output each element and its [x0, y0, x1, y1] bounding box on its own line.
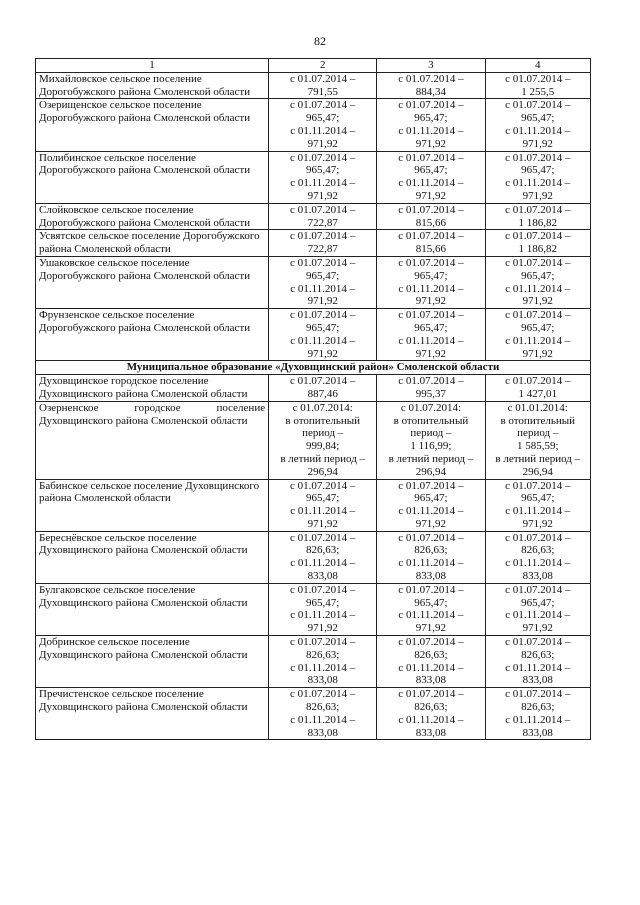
- table-row: [36, 688, 591, 740]
- rate-col-3-cell: с 01.07.2014 – 826,63; с 01.11.2014 – 833,08: [377, 531, 485, 583]
- settlement-name-cell: Береснёвское сельское поселение Духовщинского района Смоленской области: [36, 531, 269, 583]
- table-row: [36, 375, 591, 402]
- rate-col-3-cell: с 01.07.2014 – 965,47; с 01.11.2014 – 971,92: [377, 256, 485, 308]
- rate-col-4-cell: с 01.07.2014 – 965,47; с 01.11.2014 – 971,92: [485, 256, 590, 308]
- table-row: [36, 401, 591, 479]
- table-row: [36, 203, 591, 230]
- table-row: [36, 309, 591, 361]
- rate-col-4-cell: с 01.07.2014 – 1 255,5: [485, 72, 590, 99]
- table-row: [36, 531, 591, 583]
- rate-col-2-cell: с 01.07.2014 – 965,47; с 01.11.2014 – 971,92: [269, 256, 377, 308]
- table-row: [36, 583, 591, 635]
- rate-col-3-cell: с 01.07.2014 – 965,47; с 01.11.2014 – 971,92: [377, 479, 485, 531]
- rate-col-3-cell: с 01.07.2014 – 826,63; с 01.11.2014 – 833,08: [377, 688, 485, 740]
- header-col-3: 3: [377, 59, 485, 73]
- rate-col-2-cell: с 01.07.2014 – 965,47; с 01.11.2014 – 971,92: [269, 99, 377, 151]
- rate-col-2-cell: с 01.07.2014 – 722,87: [269, 230, 377, 257]
- settlement-name-cell: Добринское сельское поселение Духовщинского района Смоленской области: [36, 636, 269, 688]
- rate-col-4-cell: с 01.07.2014 – 826,63; с 01.11.2014 – 833,08: [485, 636, 590, 688]
- rate-col-3-cell: с 01.07.2014 – 815,66: [377, 203, 485, 230]
- settlement-name-cell: Усвятское сельское поселение Дорогобужского района Смоленской области: [36, 230, 269, 257]
- rate-col-3-cell: с 01.07.2014 – 995,37: [377, 375, 485, 402]
- rate-col-3-cell: с 01.07.2014 – 965,47; с 01.11.2014 – 971,92: [377, 583, 485, 635]
- rate-col-3-cell: с 01.07.2014 – 826,63; с 01.11.2014 – 833,08: [377, 636, 485, 688]
- table-row: [36, 230, 591, 257]
- rate-col-3-cell: с 01.07.2014 – 884,34: [377, 72, 485, 99]
- tariff-table: [35, 58, 591, 740]
- settlement-name-cell: Озерищенское сельское поселение Дорогобужского района Смоленской области: [36, 99, 269, 151]
- rate-col-4-cell: с 01.07.2014 – 965,47; с 01.11.2014 – 971,92: [485, 151, 590, 203]
- rate-col-2-cell: с 01.07.2014 – 965,47; с 01.11.2014 – 971,92: [269, 309, 377, 361]
- rate-col-4-cell: с 01.07.2014 – 1 186,82: [485, 203, 590, 230]
- rate-col-2-cell: с 01.07.2014 – 965,47; с 01.11.2014 – 971,92: [269, 479, 377, 531]
- settlement-name-cell: Озерненское городское поселение Духовщинского района Смоленской области: [36, 401, 269, 479]
- region-title: Муниципальное образование «Духовщинский район» Смоленской области: [36, 361, 591, 375]
- rate-col-3-cell: с 01.07.2014 – 965,47; с 01.11.2014 – 971,92: [377, 151, 485, 203]
- rate-col-2-cell: с 01.07.2014 – 826,63; с 01.11.2014 – 833,08: [269, 636, 377, 688]
- table-row: [36, 479, 591, 531]
- rate-col-4-cell: с 01.07.2014 – 965,47; с 01.11.2014 – 971,92: [485, 583, 590, 635]
- rate-col-3-cell: с 01.07.2014 – 815,66: [377, 230, 485, 257]
- rate-col-2-cell: с 01.07.2014 – 965,47; с 01.11.2014 – 971,92: [269, 583, 377, 635]
- settlement-name-cell: Бабинское сельское поселение Духовщинского района Смоленской области: [36, 479, 269, 531]
- settlement-name-cell: Булгаковское сельское поселение Духовщинского района Смоленской области: [36, 583, 269, 635]
- rate-col-4-cell: с 01.07.2014 – 965,47; с 01.11.2014 – 971,92: [485, 99, 590, 151]
- rate-col-4-cell: с 01.07.2014 – 826,63; с 01.11.2014 – 833,08: [485, 531, 590, 583]
- rate-col-3-cell: с 01.07.2014 – 965,47; с 01.11.2014 – 971,92: [377, 309, 485, 361]
- header-col-2: 2: [269, 59, 377, 73]
- header-col-4: 4: [485, 59, 590, 73]
- table-row: [36, 99, 591, 151]
- table-row: [36, 151, 591, 203]
- rate-col-2-cell: с 01.07.2014 – 722,87: [269, 203, 377, 230]
- header-row: [36, 59, 591, 73]
- settlement-name-cell: Ушаковское сельское поселение Дорогобужского района Смоленской области: [36, 256, 269, 308]
- region-header-row: [36, 361, 591, 375]
- rate-col-4-cell: с 01.07.2014 – 826,63; с 01.11.2014 – 833,08: [485, 688, 590, 740]
- settlement-name-cell: Михайловское сельское поселение Дорогобужского района Смоленской области: [36, 72, 269, 99]
- settlement-name-cell: Фрунзенское сельское поселение Дорогобужского района Смоленской области: [36, 309, 269, 361]
- table-row: [36, 256, 591, 308]
- rate-col-4-cell: с 01.01.2014: в отопительный период – 1 585,59; в летний период – 296,94: [485, 401, 590, 479]
- table-row: [36, 72, 591, 99]
- rate-col-4-cell: с 01.07.2014 – 965,47; с 01.11.2014 – 971,92: [485, 309, 590, 361]
- header-col-1: 1: [36, 59, 269, 73]
- rate-col-4-cell: с 01.07.2014 – 1 427,01: [485, 375, 590, 402]
- table-row: [36, 636, 591, 688]
- rate-col-4-cell: с 01.07.2014 – 1 186,82: [485, 230, 590, 257]
- settlement-name-cell: Пречистенское сельское поселение Духовщинского района Смоленской области: [36, 688, 269, 740]
- settlement-name-cell: Духовщинское городское поселение Духовщинского района Смоленской области: [36, 375, 269, 402]
- rate-col-3-cell: с 01.07.2014 – 965,47; с 01.11.2014 – 971,92: [377, 99, 485, 151]
- settlement-name-cell: Полибинское сельское поселение Дорогобужского района Смоленской области: [36, 151, 269, 203]
- rate-col-2-cell: с 01.07.2014 – 791,55: [269, 72, 377, 99]
- rate-col-2-cell: с 01.07.2014 – 826,63; с 01.11.2014 – 833,08: [269, 531, 377, 583]
- settlement-name-cell: Слойковское сельское поселение Дорогобужского района Смоленской области: [36, 203, 269, 230]
- rate-col-2-cell: с 01.07.2014: в отопительный период – 999,84; в летний период – 296,94: [269, 401, 377, 479]
- rate-col-2-cell: с 01.07.2014 – 826,63; с 01.11.2014 – 833,08: [269, 688, 377, 740]
- rate-col-3-cell: с 01.07.2014: в отопительный период – 1 116,99; в летний период – 296,94: [377, 401, 485, 479]
- rate-col-2-cell: с 01.07.2014 – 965,47; с 01.11.2014 – 971,92: [269, 151, 377, 203]
- page-number: 82: [314, 34, 326, 48]
- rate-col-2-cell: с 01.07.2014 – 887,46: [269, 375, 377, 402]
- table-body: [36, 59, 591, 740]
- rate-col-4-cell: с 01.07.2014 – 965,47; с 01.11.2014 – 971,92: [485, 479, 590, 531]
